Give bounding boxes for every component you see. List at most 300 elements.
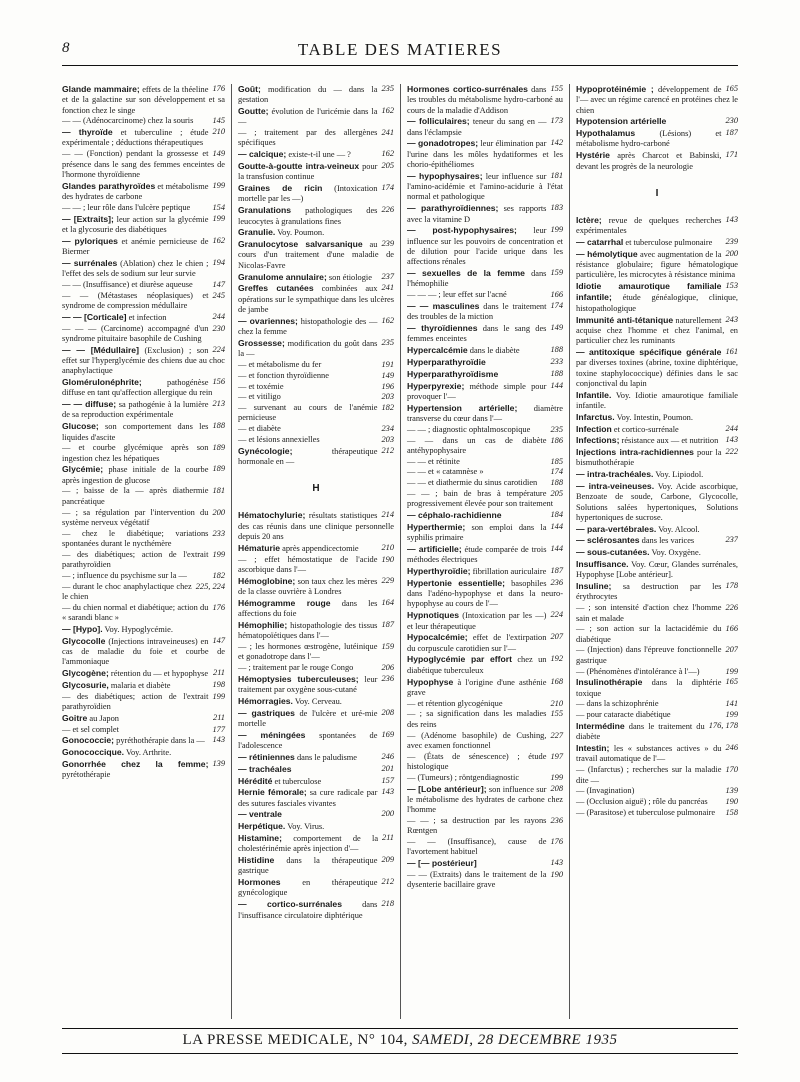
entry-description: étude comparée de trois méthodes électriques (407, 544, 547, 565)
entry-page: 143 (725, 435, 738, 445)
entry-term: — intra-veineuses. (576, 481, 655, 491)
entry-page: 188 (212, 421, 225, 431)
index-entry (62, 603, 225, 624)
entry-description: Voy. Cerveau. (294, 696, 342, 706)
entry-term: — post-hypophysaires; (407, 225, 517, 236)
entry-page: 235 (381, 84, 394, 93)
page-number: 8 (62, 40, 70, 56)
index-entry (62, 181, 225, 203)
entry-page: 142 (550, 138, 563, 148)
entry-page: 213 (212, 399, 225, 409)
entry-term: — cortico-surrénales (238, 899, 342, 910)
index-entry (407, 677, 563, 699)
entry-term: Granulocytose salvarsanique (238, 239, 363, 250)
index-entry (238, 106, 394, 128)
entry-term: Hémogramme rouge (238, 597, 331, 608)
index-entry (238, 752, 394, 763)
entry-term: Hyperthermie; (407, 521, 466, 532)
entry-description: basophiles dans l'adéno-hypophyse et dans la neuro-hypophyse au cours de l'— (407, 578, 563, 609)
entry-description: — — (Extraits) dans le traitement de la dysenterie bacillaire grave (407, 869, 547, 890)
index-entry (576, 424, 738, 435)
entry-page: 182 (381, 403, 394, 413)
index-entry (407, 84, 563, 116)
index-entry (238, 435, 394, 445)
entry-description: Voy. Poumon. (277, 228, 325, 238)
entry-description: modification du — dans la gestation (238, 85, 378, 105)
entry-page: 155 (550, 709, 563, 719)
entry-term: Hypotension artérielle (576, 116, 667, 127)
entry-description: — ; effet hémostatique de l'acide ascorbique dans l'— (238, 554, 378, 574)
index-entry (238, 877, 394, 899)
entry-description: son influence sur le métabolisme des hydrates de carbone chez l'homme (407, 784, 563, 815)
index-columns (62, 84, 738, 1019)
entry-term: Glomérulonéphrite; (62, 377, 142, 388)
index-entry (576, 237, 738, 248)
entry-term: — — [Corticale] (62, 311, 127, 322)
index-entry (576, 547, 738, 558)
entry-description: combinées aux opérations sur le sympathique dans les ulcères de jambe (238, 284, 394, 314)
index-entry (407, 268, 563, 290)
index-entry (407, 773, 563, 783)
index-entry (238, 899, 394, 921)
index-column-2 (231, 84, 400, 1019)
entry-description: dans le paludisme (296, 752, 357, 762)
entry-description: et tuberculose (274, 776, 322, 786)
entry-page: 143 (725, 214, 738, 224)
page-title: TABLE DES MATIERES (297, 40, 503, 59)
entry-term: Hémophilie; (238, 619, 288, 630)
index-entry (62, 399, 225, 421)
entry-page: 171 (725, 150, 738, 160)
entry-page: 166 (725, 624, 738, 634)
index-entry (62, 735, 225, 746)
entry-page: 190 (381, 554, 394, 564)
entry-page: 209 (381, 855, 394, 865)
entry-description: et infection (128, 312, 167, 322)
index-entry (576, 645, 738, 666)
entry-term: — rétiniennes (238, 751, 295, 762)
entry-page: 170 (725, 765, 738, 775)
entry-term: Granulome annulaire; (238, 271, 327, 282)
entry-description: spontanées de l'adolescence (238, 730, 378, 751)
index-entry (576, 412, 738, 423)
entry-page: 205 (381, 161, 394, 171)
index-column-3 (400, 84, 569, 1019)
index-entry (576, 435, 738, 446)
index-entry (576, 249, 738, 281)
index-entry (576, 710, 738, 720)
index-entry (407, 436, 563, 457)
entry-description: — — (Adénocarcinome) chez la souris (62, 116, 194, 126)
entry-page: 199 (725, 666, 738, 676)
index-entry (407, 632, 563, 654)
entry-description: — et vitiligo (238, 392, 281, 402)
index-entry (238, 821, 394, 832)
entry-description: au cours d'un traitement d'une maladie de Nicolas-Favre (238, 240, 394, 270)
index-entry (62, 203, 225, 213)
entry-term: — parathyroïdiennes; (407, 203, 499, 214)
entry-page: 144 (550, 380, 563, 390)
entry-page: 233 (212, 528, 225, 538)
entry-page: 236 (550, 577, 563, 587)
entry-description: pathologiques des leucocytes à granulations fines (238, 206, 378, 226)
index-entry (238, 696, 394, 707)
entry-term: — para-vertébrales. (576, 523, 657, 534)
entry-page: 173 (550, 116, 563, 126)
entry-description: méthode simple pour provoquer l'— (407, 381, 547, 401)
entry-description: dans l'hémophilie (407, 269, 547, 289)
entry-term: — calcique; (238, 149, 287, 160)
index-entry (238, 642, 394, 663)
entry-description: — — ; diagnostic ophtalmoscopique (407, 424, 531, 434)
entry-description: comportement de la cholestérinémie après injection d'— (238, 834, 379, 854)
entry-description: — — (Métastases néoplasiques) et syndrome de compression médullaire (62, 290, 209, 310)
entry-description: leur élimination par l'urine dans les môles hydatiformes et les chorio-épithéliomes (407, 139, 563, 170)
entry-term: Glucose; (62, 421, 99, 432)
entry-term: — — diffuse; (62, 399, 117, 410)
entry-description: teneur du sang en — dans l'éclampsie (407, 117, 547, 137)
entry-page: 226 (381, 205, 394, 215)
entry-description: (Ablation) chez le chien ; l'effet des sels de sodium sur leur survie (62, 258, 209, 279)
index-entry (62, 692, 225, 713)
entry-page: 199 (550, 772, 563, 782)
entry-description: — (Injection) dans l'épreuve fonctionnelle gastrique (576, 645, 722, 665)
index-entry (407, 345, 563, 356)
index-entry (407, 654, 563, 676)
entry-page: 162 (381, 149, 394, 159)
entry-page: 158 (725, 807, 738, 817)
index-entry (407, 510, 563, 521)
page-footer (62, 1028, 738, 1054)
entry-page: 187 (381, 619, 394, 629)
entry-term: — thyroïdiennes (407, 323, 478, 334)
entry-term: Gonococcie; (62, 735, 115, 746)
entry-page: 187 (725, 128, 738, 138)
entry-term: Glande mammaire; (62, 84, 140, 94)
index-entry (238, 84, 394, 106)
index-entry (62, 127, 225, 149)
entry-description: Voy. Acide ascorbique, Benzoate de soude, Carbone, Glycocolle, Solutions salées hypertoniques, Solutions hypertoniques de sucrose. (576, 482, 738, 522)
index-entry (407, 381, 563, 403)
entry-page: 230 (212, 323, 225, 333)
entry-term: — hypophysaires; (407, 170, 483, 181)
entry-page: 210 (381, 542, 394, 552)
entry-description: — ; son intensité d'action chez l'homme sain et malade (576, 603, 722, 623)
entry-description: — et métabolisme du fer (238, 359, 322, 369)
entry-page: 214 (381, 510, 394, 520)
entry-description: — et fonction thyroïdienne (238, 370, 329, 380)
index-entry (62, 280, 225, 290)
entry-description: par diverses toxines (abrine, toxine diphtérique, toxine staphylococcique) définies dans le sac conjonctival du lapin (576, 358, 738, 388)
entry-page: 147 (212, 279, 225, 289)
entry-page: 212 (381, 445, 394, 455)
entry-description: — (Adénome basophile) de Cushing, avec examen fonctionnel (407, 730, 547, 750)
index-entry (407, 403, 563, 425)
index-entry (576, 677, 738, 699)
index-entry (238, 424, 394, 434)
entry-page: 194 (212, 257, 225, 267)
index-entry (238, 510, 394, 542)
index-entry (62, 668, 225, 679)
entry-description: — ; sa signification dans les maladies des reins (407, 709, 547, 729)
index-entry (407, 816, 563, 837)
index-entry (407, 578, 563, 610)
index-entry (62, 680, 225, 691)
index-entry (62, 149, 225, 180)
index-entry (407, 566, 563, 577)
entry-page: 236 (550, 815, 563, 825)
entry-description: effets de la théeline et de la galactine sur son développement et sa fonction chez le singe (62, 85, 225, 115)
entry-term: Hémoglobine; (238, 575, 296, 586)
entry-description: et tuberculine ; étude expérimentale ; déductions thérapeutiques (62, 128, 209, 148)
entry-page: 177 (212, 724, 225, 734)
entry-term: Hémorragies. (238, 695, 293, 706)
entry-term: — folliculaires; (407, 116, 470, 127)
entry-description: — — et diathermie du sinus carotidien (407, 478, 538, 488)
entry-term: Granulations (238, 205, 292, 216)
entry-term: Hyperparathyroïdisme (407, 368, 499, 379)
entry-description: Voy. Hypoglycémie. (104, 624, 173, 634)
entry-description: développement de l'— avec un régime carencé en protéines chez le chien (576, 85, 738, 115)
index-entry (62, 291, 225, 312)
entry-description: — — ; sa destruction par les rayons Rœntgen (407, 815, 547, 836)
entry-page: 200 (381, 809, 394, 819)
entry-description: Voy. Cœur, Glandes surrénales, Hypophyse [Lobe antérieur]. (576, 560, 738, 580)
entry-description: dans le traitement des troubles de la miction (407, 301, 547, 322)
entry-term: Goutte-à-goutte intra-veineux (238, 161, 360, 172)
entry-description: — — — ; leur effet sur l'acné (407, 290, 507, 300)
entry-page: 199 (212, 691, 225, 701)
entry-page: 162 (212, 235, 225, 245)
index-entry (407, 138, 563, 170)
entry-page: 139 (212, 758, 225, 768)
entry-description: dans le traitement du diabète (576, 722, 705, 742)
entry-page: 161 (725, 346, 738, 356)
entry-page: 241 (381, 128, 394, 138)
entry-term: Grossesse; (238, 337, 285, 348)
index-column-4 (569, 84, 738, 1019)
entry-description: dans les varices (641, 536, 695, 546)
entry-page: 157 (381, 775, 394, 785)
entry-description: étude généalogique, clinique, histopathologique (576, 293, 738, 313)
entry-term: Hystérie (576, 150, 610, 161)
entry-description: — ; influence du psychisme sur la — (62, 570, 187, 580)
index-entry (62, 116, 225, 126)
entry-description: revue de quelques recherches expérimentales (576, 215, 722, 236)
index-entry (407, 467, 563, 477)
entry-page: 246 (725, 743, 738, 753)
entry-term: Hématurie (238, 542, 281, 553)
entry-term: — [Lobe antérieur]; (407, 783, 487, 794)
entry-term: Hémoptysies tuberculeuses; (238, 673, 359, 684)
entry-term: — artificielle; (407, 543, 462, 554)
entry-description: résultats statistiques des cas réunis dans une clinique personnelle depuis 20 ans (238, 511, 394, 541)
entry-description: — et diabète (238, 424, 281, 434)
entry-page: 239 (381, 239, 394, 249)
entry-page: 208 (381, 707, 394, 717)
entry-description: — (États de sénescence) ; étude histologique (407, 751, 547, 771)
entry-description: — (Tumeurs) ; röntgendiagnostic (407, 772, 520, 782)
entry-page: 211 (213, 668, 225, 678)
index-entry (62, 747, 225, 758)
index-entry (407, 870, 563, 891)
entry-page: 181 (212, 486, 225, 496)
entry-term: — surrénales (62, 257, 118, 268)
entry-page: 188 (550, 345, 563, 355)
entry-page: 143 (381, 787, 394, 797)
index-entry (238, 776, 394, 787)
index-entry (62, 84, 225, 116)
entry-page: 199 (212, 549, 225, 559)
entry-page: 197 (550, 751, 563, 761)
entry-term: Immunité anti-tétanique (576, 314, 674, 325)
entry-page: 199 (550, 225, 563, 235)
index-entry (576, 797, 738, 807)
section-letter: H (312, 483, 320, 495)
index-entry (238, 183, 394, 205)
entry-description: leur influence sur les pouvoirs de concentration et de dilution pour l'acide urique dans les affections rénales (407, 226, 563, 267)
index-entry (407, 457, 563, 467)
index-entry (238, 283, 394, 315)
entry-page: 225, 224 (195, 581, 225, 591)
index-entry (62, 236, 225, 258)
entry-page: 191 (381, 359, 394, 369)
index-entry (238, 161, 394, 183)
entry-term: Hyperpyrexie; (407, 380, 465, 391)
entry-page: 185 (550, 456, 563, 466)
index-entry (62, 345, 225, 377)
entry-description: — — et « catamnèse » (407, 467, 484, 477)
entry-term: Granulie. (238, 227, 276, 238)
entry-description: Voy. Idiotie amaurotique familiale infantile. (576, 390, 738, 410)
entry-page: 206 (381, 663, 394, 673)
entry-page: 139 (725, 786, 738, 796)
entry-description: sa cure radicale par des sutures fasciales vivantes (238, 788, 378, 808)
entry-page: 168 (550, 676, 563, 686)
entry-term: Glycosurie, (62, 679, 109, 690)
entry-page: 236 (381, 673, 394, 683)
entry-description: Voy. Oxygène. (651, 548, 701, 558)
entry-page: 211 (213, 712, 225, 722)
entry-term: Insuffisance. (576, 559, 629, 570)
entry-page: 218 (381, 899, 394, 909)
entry-term: Injections intra-rachidiennes (576, 447, 694, 458)
index-entry (238, 543, 394, 554)
index-entry (238, 730, 394, 752)
entry-description: dans les troubles du métabolisme hydro-carboné au cours de la maladie d'Addison (407, 85, 563, 115)
entry-term: Goût; (238, 84, 261, 94)
entry-page: 176, 178 (708, 721, 738, 731)
entry-page: 241 (381, 283, 394, 293)
entry-description: — ; traitement par le rouge Congo (238, 663, 354, 673)
index-entry (62, 508, 225, 529)
entry-description: — — (Insuffisance), cause de l'avortement habituel (407, 836, 547, 857)
entry-term: Greffes cutanées (238, 283, 314, 294)
index-entry (576, 581, 738, 603)
entry-term: Histidine (238, 855, 275, 866)
entry-description: modification du goût dans la — (238, 338, 378, 359)
index-entry (576, 524, 738, 535)
index-entry (407, 699, 563, 709)
entry-description: — — (Insuffisance) et diurèse aqueuse (62, 279, 193, 289)
index-entry (238, 239, 394, 271)
entry-page: 178 (725, 581, 738, 591)
entry-page: 234 (381, 424, 394, 434)
entry-term: Idiotie amaurotique familiale infantile; (576, 281, 722, 303)
entry-term: — sous-cutanées. (576, 547, 650, 558)
entry-term: — ovariennes; (238, 315, 298, 326)
entry-term: Infections; (576, 435, 620, 446)
entry-page: 156 (212, 377, 225, 387)
entry-term: — sexuelles de la femme (407, 268, 525, 279)
index-entry (62, 759, 225, 781)
index-entry (238, 674, 394, 696)
entry-page: 244 (212, 311, 225, 321)
entry-page: 166 (550, 290, 563, 300)
index-entry (62, 443, 225, 464)
entry-page: 189 (212, 464, 225, 474)
index-entry (62, 377, 225, 399)
entry-description: phase initiale de la courbe après ingestion de glucose (62, 465, 209, 485)
entry-description: — chez le diabétique; variations spontanées durant le nycthémère (62, 528, 209, 548)
index-entry (576, 603, 738, 624)
entry-page: 190 (725, 797, 738, 807)
index-entry (238, 833, 394, 855)
entry-page: 182 (212, 570, 225, 580)
entry-description: Voy. Virus. (287, 822, 325, 832)
entry-page: 203 (381, 435, 394, 444)
entry-page: 181 (550, 170, 563, 180)
entry-description: — survenant au cours de l'anémie pernicieuse (238, 403, 378, 423)
index-entry (238, 663, 394, 673)
entry-term: — céphalo-rachidienne (407, 510, 502, 521)
entry-page: 233 (550, 356, 563, 366)
entry-description: — des diabétiques; action de l'extrait parathyroïdien (62, 549, 209, 570)
index-entry (407, 837, 563, 858)
entry-term: Glycogène; (62, 668, 109, 679)
entry-page: 169 (381, 729, 394, 739)
index-entry (238, 360, 394, 370)
entry-page: 229 (381, 575, 394, 585)
index-entry (407, 357, 563, 368)
entry-term: Infection (576, 423, 612, 434)
entry-description: pyrétothérapie (62, 770, 111, 780)
index-entry (407, 610, 563, 632)
entry-term: Insuline; (576, 581, 612, 592)
entry-page: 189 (212, 443, 225, 453)
entry-page: 159 (381, 641, 394, 651)
footer-date: SAMEDI, 28 DECEMBRE 1935 (412, 1032, 618, 1048)
entry-page: 196 (381, 381, 394, 391)
entry-description: Voy. Intestin, Poumon. (616, 412, 693, 422)
entry-term: Histamine; (238, 833, 282, 843)
entry-description: histopathologie des — chez la femme (238, 316, 378, 337)
entry-description: (Intoxication par les —) et leur thérapeutique (407, 611, 547, 631)
index-entry (407, 784, 563, 816)
entry-term: Hérédité (238, 775, 273, 786)
entry-page: 239 (725, 236, 738, 246)
entry-page: 174 (550, 467, 563, 477)
index-entry (62, 636, 225, 668)
entry-description: après Charcot et Babinski, devant les progrès de la neurologie (576, 151, 722, 171)
entry-page: 154 (212, 202, 225, 212)
entry-term: Hyperthyroïdie; (407, 566, 471, 577)
index-entry (238, 446, 394, 468)
index-entry (407, 489, 563, 510)
index-entry (407, 301, 563, 323)
entry-page: 208 (550, 783, 563, 793)
entry-page: 237 (381, 271, 394, 281)
